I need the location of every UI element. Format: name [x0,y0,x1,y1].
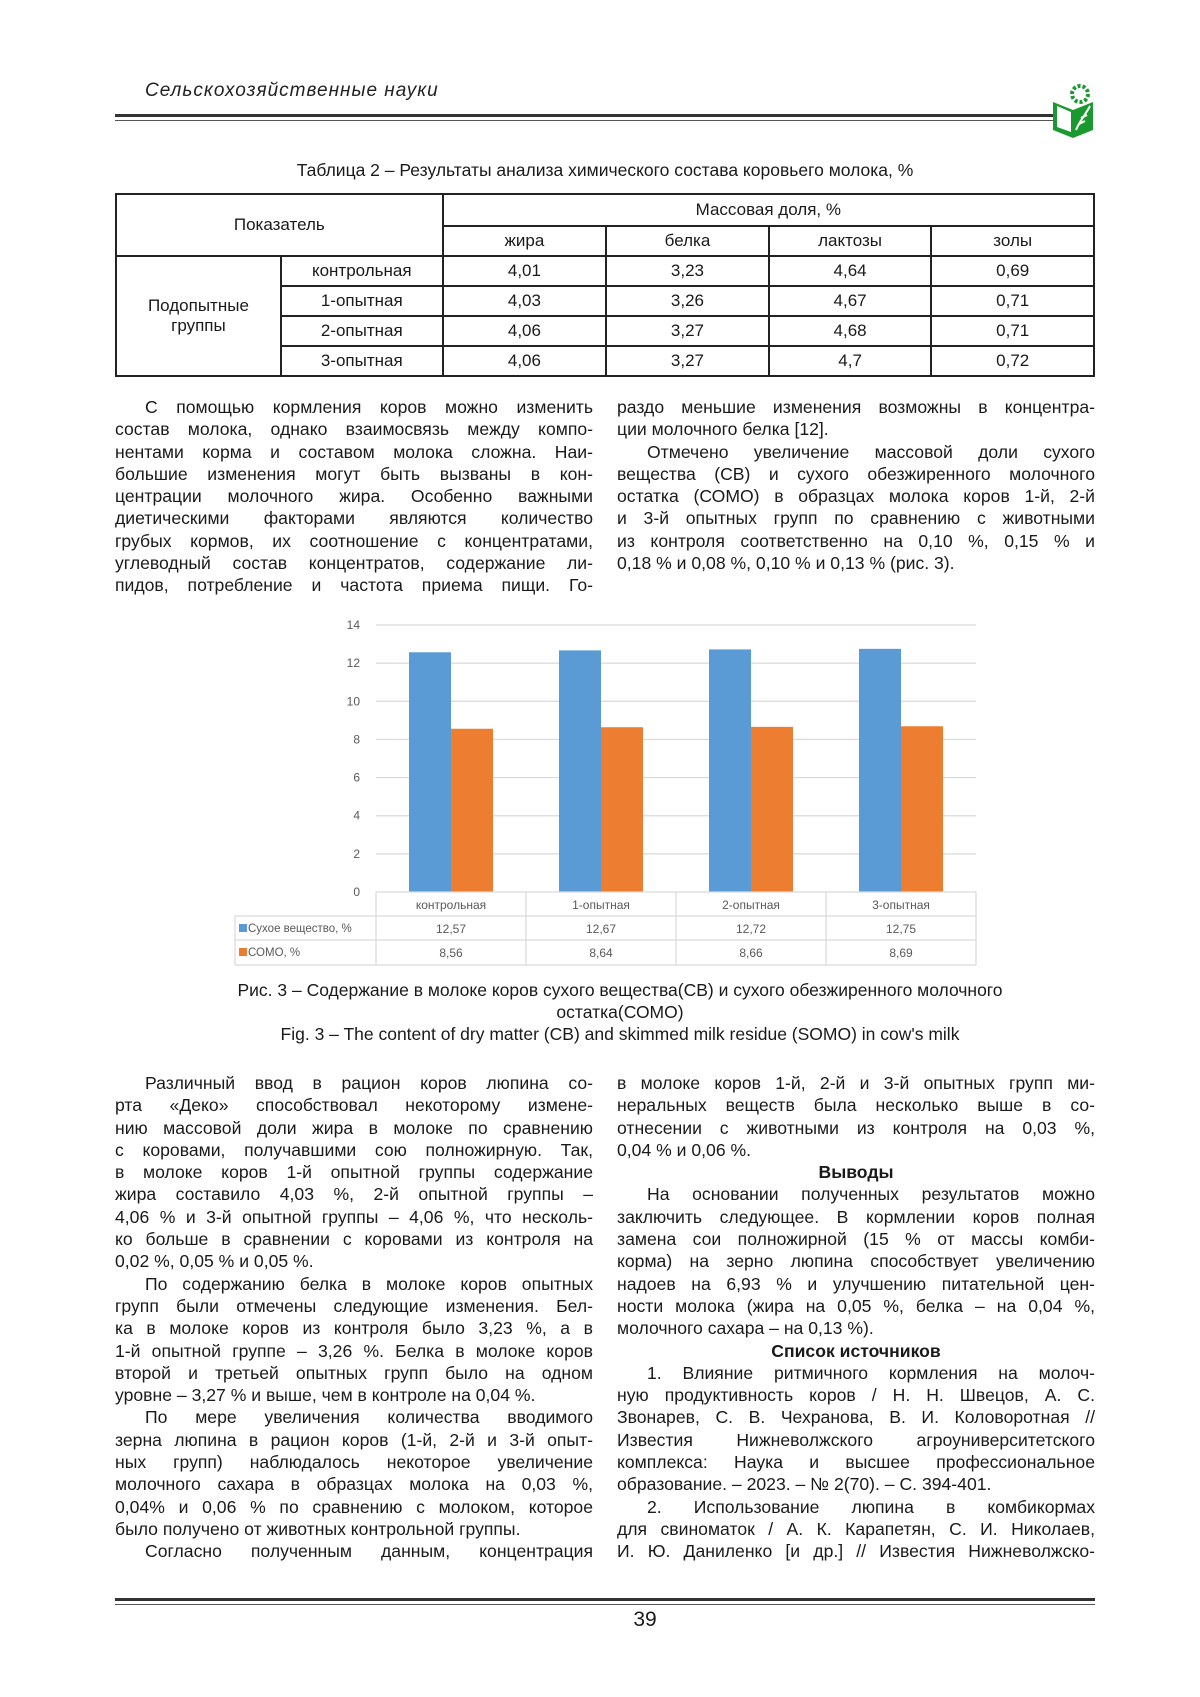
cell: 0,72 [931,346,1094,376]
data-label: 12,75 [885,922,917,936]
col-header: золы [931,226,1094,256]
paragraph-line: По мере увеличения количества вводимого [145,1407,593,1428]
cell: 3,23 [606,256,769,286]
data-label: 12,57 [435,922,467,936]
cell: 4,7 [769,346,932,376]
paragraph-line: пидов, потребление и частота приема пищи. Го- [115,575,593,596]
bar-dry-matter [859,649,901,892]
paragraph-line: 0,02 %, 0,05 % и 0,05 %. [115,1251,314,1272]
header-indicator: Показатель [116,194,443,256]
x-category-label: 1-опытная [572,898,630,912]
bar-somo [751,727,793,892]
cell: 4,06 [443,346,607,376]
paragraph-line: углеводный состав концентратов, содержание ли- [115,553,593,574]
text-column-bottom-right [617,1072,1095,1563]
paragraph-line: И. Ю. Даниленко [и др.] // Известия Нижневолжско- [617,1541,1095,1562]
paragraph-line: Звонарев, С. В. Чехранова, В. И. Коловоротная // [617,1407,1095,1428]
bar-somo [901,726,943,892]
cell: 0,71 [931,316,1094,346]
paragraph-line: жира составило 4,03 %, 2-й опытной группы – [115,1184,593,1205]
paragraph-line: ную продуктивность коров / Н. Н. Швецов, А. С. [617,1385,1095,1406]
paragraph-line: По содержанию белка в молоке коров опытных [145,1273,593,1294]
paragraph-line: заключить следующее. В кормлении коров полная [617,1206,1095,1227]
y-tick-label: 14 [346,618,360,632]
paragraph-line: С помощью кормления коров можно изменить [145,397,593,417]
cell: 0,69 [931,256,1094,286]
paragraph-line: 1-й опытной группе – 3,26 %. Белка в молоке коров [115,1340,593,1361]
paragraph-line: надоев на 6,93 % и улучшению питательной цен- [617,1273,1095,1294]
paragraph-line: Различный ввод в рацион коров люпина со- [145,1073,593,1093]
paragraph-line: остатка (СОМО) в образцах молока коров 1-й, 2-й [617,486,1095,507]
journal-logo-icon [1050,84,1096,138]
paragraph-line: 0,04 % и 0,06 %. [617,1139,752,1160]
text-column-top-right [617,396,1095,574]
paragraph-line: ности молока (жира на 0,05 %, белка – на 0,04 %, [617,1295,1095,1316]
y-tick-label: 6 [353,770,360,785]
bar-dry-matter [409,652,451,892]
paragraph-line: рта «Деко» способствовал некоторому измене- [115,1095,593,1116]
data-label: 8,66 [739,946,763,960]
cell: 4,06 [443,316,607,346]
table-caption: Таблица 2 – Результаты анализа химического состава коровьего молока, % [296,160,914,180]
paragraph-line: диетическими факторами являются количество [115,508,593,529]
paragraph-line: 4,06 % и 3-й опытной группы – 4,06 %, что несколь- [115,1206,593,1227]
header-rule-thin [115,120,1055,121]
paragraph-line: На основании полученных результатов можно [647,1184,1095,1205]
y-tick-label: 12 [346,656,360,671]
figure-caption-ru [115,979,1125,1045]
paragraph-line: в молоке коров 1-й, 2-й и 3-й опытных групп ми- [617,1073,1095,1093]
cell: 3,27 [606,316,769,346]
legend-label: СОМО, % [248,947,301,959]
paragraph-line: замена сои полножирной (15 % от массы комби- [617,1229,1095,1250]
data-label: 8,64 [589,946,613,960]
text-column-bottom-left [115,1072,593,1563]
paragraph-line: ных групп) наблюдалось некоторое увеличение [115,1452,593,1473]
paragraph-line: зерна люпина в рацион коров (1-й, 2-й и 3-й опыт- [115,1429,593,1450]
paragraph-line: из контроля соответственно на 0,10 %, 0,15 % и [617,530,1095,551]
paragraph-line: уровне – 3,27 % и выше, чем в контроле на 0,04 %. [115,1385,536,1406]
paragraph-line: большие изменения могут быть вызваны в кон- [115,463,593,484]
data-label: 8,56 [439,946,463,960]
legend-swatch [239,924,247,932]
y-tick-label: 10 [346,694,360,709]
paragraph-line: корма) на зерно люпина способствует увеличению [617,1251,1095,1272]
row-name: 3-опытная [281,346,443,376]
section-heading: Выводы [818,1162,894,1183]
paragraph-line: молочного сахара в образцах молока на 0,03 %, [115,1474,593,1495]
col-header: лактозы [769,226,932,256]
paragraph-line: Согласно полученным данным, концентрация [145,1541,593,1562]
paragraph-line: отнесении с животными из контроля на 0,03 %, [617,1117,1095,1138]
cell: 4,67 [769,286,932,316]
legend-swatch [239,948,247,956]
paragraph-line: неральных веществ была несколько выше в со- [617,1095,1095,1116]
paragraph-line: в молоке коров 1-й опытной группы содержание [115,1162,593,1183]
paragraph-line: второй и третьей опытных групп было на одном [115,1362,593,1383]
col-header: белка [606,226,769,256]
paragraph-line: грубых кормов, их соотношение с концентратами, [115,530,593,551]
milk-composition-table [115,193,1095,377]
col-header: жира [443,226,607,256]
group-label: Подопытные группы [116,256,281,376]
dry-matter-somo-chart [230,610,990,970]
paragraph-line: Отмечено увеличение массовой доли сухого [647,441,1095,462]
cell: 4,03 [443,286,607,316]
table-row [116,256,1094,286]
legend-label: Сухое вещество, % [248,923,352,935]
text-column-top-left [115,396,593,597]
paragraph-line: раздо меньшие изменения возможны в концентра- [617,397,1095,417]
cell: 4,64 [769,256,932,286]
data-label: 12,72 [735,922,767,936]
paragraph-line: молочного сахара – на 0,13 %). [617,1318,874,1339]
y-tick-label: 8 [353,732,360,747]
paragraph-line: было получено от животных контрольной группы. [115,1518,521,1539]
x-category-label: 2-опытная [722,898,780,912]
x-category-label: 3-опытная [872,898,930,912]
footer-rule [115,1598,1095,1601]
paragraph-line: для свиноматок / А. К. Карапетян, С. И. Николаев, [617,1518,1095,1539]
cell: 3,27 [606,346,769,376]
paragraph-line: групп были отмечены следующие изменения. Бел- [115,1295,593,1316]
data-label: 12,67 [585,922,617,936]
paragraph-line: ции молочного белка [12]. [617,419,829,440]
section-heading: Список источников [771,1340,941,1361]
paragraph-line: образование. – 2023. – № 2(70). – С. 394-401. [617,1474,992,1495]
x-category-label: контрольная [415,898,487,912]
cell: 3,26 [606,286,769,316]
paragraph-line: и 3-й опытных групп по сравнению с животными [617,508,1095,529]
bar-dry-matter [709,649,751,892]
row-name: контрольная [281,256,443,286]
paragraph-line: нию массовой доли жира в молоке по сравнению [115,1117,593,1138]
cell: 0,71 [931,286,1094,316]
page-number: 39 [633,1608,657,1631]
bar-somo [451,729,493,892]
paragraph-line: с коровами, получавшими сою полножирную. Так, [115,1139,593,1160]
data-label: 8,69 [889,946,913,960]
paragraph-line: нентами корма и составом молока сложна. Наи- [115,441,593,462]
y-tick-label: 4 [353,808,360,823]
bar-somo [601,727,643,892]
paragraph-line: 1. Влияние ритмичного кормления на молоч- [647,1362,1095,1383]
y-tick-label: 2 [353,846,360,861]
y-tick-label: 0 [353,885,360,899]
figure-caption-ru-line2: остатка(СОМО) [556,1002,684,1022]
paragraph-line: ка в молоке коров из контроля было 3,23 %, а в [115,1318,593,1339]
row-name: 1-опытная [281,286,443,316]
header-mass-fraction: Массовая доля, % [443,194,1094,226]
cell: 4,01 [443,256,607,286]
paragraph-line: состав молока, однако взаимосвязь между компо- [115,419,593,440]
footer-rule-thin [115,1604,1095,1605]
header-rule [115,114,1055,117]
figure-caption-en: Fig. 3 – The content of dry matter (CB) and skimmed milk residue (SOMO) in cow's milk [280,1024,960,1044]
figure-caption-ru-line1: Рис. 3 – Содержание в молоке коров сухого вещества(СВ) и сухого обезжиренного молочного [237,980,1003,1000]
paragraph-line: ко больше в сравнении с коровами из контроля на [115,1229,593,1250]
paragraph-line: вещества (СВ) и сухого обезжиренного молочного [617,463,1095,484]
paragraph-line: Известия Нижневолжского агроуниверситетского [617,1429,1095,1450]
bar-dry-matter [559,650,601,892]
paragraph-line: центрации молочного жира. Особенно важными [115,486,593,507]
cell: 4,68 [769,316,932,346]
paragraph-line: 0,18 % и 0,08 %, 0,10 % и 0,13 % (рис. 3). [617,553,955,574]
paragraph-line: комплекса: Наука и высшее профессиональное [617,1452,1095,1473]
paragraph-line: 0,04% и 0,06 % по сравнению с молоком, которое [115,1496,593,1517]
paragraph-line: 2. Использование люпина в комбикормах [647,1496,1095,1517]
row-name: 2-опытная [281,316,443,346]
running-title: Сельскохозяйственные науки [145,80,439,101]
